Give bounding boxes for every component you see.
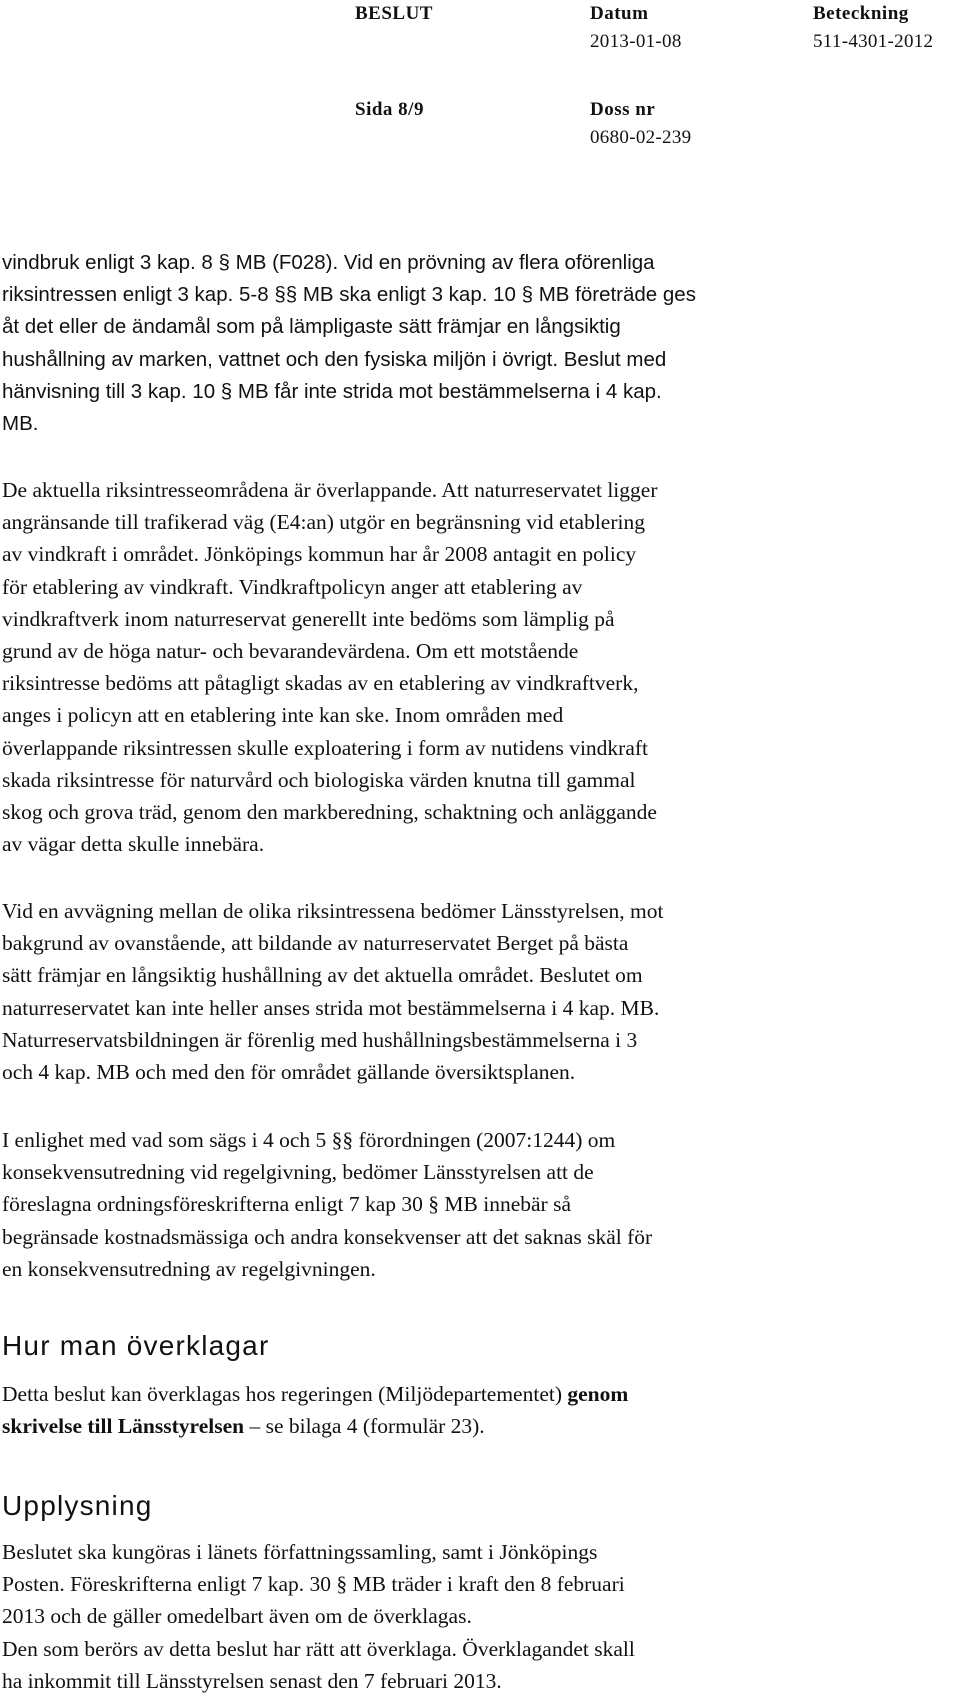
text-line: vindbruk enligt 3 kap. 8 § MB (F028). Vid en prövning av flera oförenliga — [2, 251, 655, 274]
text-line: åt det eller de ändamål som på lämpligaste sätt främjar en långsiktig — [2, 315, 621, 339]
text-line: naturreservatet kan inte heller anses strida mot bestämmelserna i 4 kap. MB. — [2, 995, 660, 1020]
header-beslut — [355, 0, 433, 28]
text-line: MB. — [2, 412, 39, 436]
text-line: 2013 och de gäller omedelbart även om de överklagas. — [2, 1604, 472, 1629]
datum-value: 2013-01-08 — [590, 31, 682, 52]
text-line: I enlighet med vad som sägs i 4 och 5 §§ förordningen (2007:1244) om — [2, 1128, 616, 1152]
text-line: för etablering av vindkraft. Vindkraftpolicyn anger att etablering av — [2, 574, 583, 599]
text-line: angränsande till trafikerad väg (E4:an) utgör en begränsning vid etablering — [2, 510, 645, 535]
text-line: Den som berörs av detta beslut har rätt att överklaga. Överklagandet skall — [2, 1637, 635, 1661]
paragraph-avvagning — [2, 895, 952, 1088]
text-line: skada riksintresse för naturvård och biologiska värden knutna till gammal — [2, 767, 636, 792]
datum-label: Datum — [590, 3, 649, 24]
text-run: Detta beslut kan överklagas hos regeringen (Miljödepartementet) — [2, 1382, 568, 1406]
text-line: Posten. Föreskrifterna enligt 7 kap. 30 § MB träder i kraft den 8 februari — [2, 1572, 625, 1597]
text-line: vindkraftverk inom naturreservat generellt inte bedöms som lämplig på — [2, 606, 615, 631]
header-sida — [355, 96, 424, 124]
beslut-label: BESLUT — [355, 3, 433, 24]
text-line — [2, 1410, 952, 1442]
text-line: en konsekvensutredning av regelgivningen. — [2, 1256, 376, 1281]
bold-text: genom — [567, 1382, 629, 1406]
text-line: Beslutet ska kungöras i länets författningssamling, samt i Jönköpings — [2, 1540, 598, 1564]
header-beteckning — [813, 0, 933, 56]
paragraph-overklagande — [2, 1378, 952, 1442]
heading-hur-man-overklagar: Hur man överklagar — [2, 1330, 270, 1361]
beteckning-label: Beteckning — [813, 3, 909, 24]
text-line: skog och grova träd, genom den markberedning, schaktning och anläggande — [2, 800, 657, 825]
doss-label: Doss nr — [590, 99, 656, 120]
text-line: konsekvensutredning vid regelgivning, bedömer Länsstyrelsen att de — [2, 1160, 594, 1185]
header-datum — [590, 0, 682, 56]
text-line: och 4 kap. MB och med den för området gällande översiktsplanen. — [2, 1060, 576, 1085]
text-line: De aktuella riksintresseområdena är överlappande. Att naturreservatet ligger — [2, 478, 658, 502]
text-run: – se bilaga 4 (formulär 23). — [244, 1414, 485, 1439]
paragraph-riksintressen — [2, 247, 952, 440]
bold-text: skrivelse till Länsstyrelsen — [2, 1414, 245, 1439]
text-line: Naturreservatsbildningen är förenlig med hushållningsbestämmelserna i 3 — [2, 1027, 638, 1052]
text-line: Vid en avvägning mellan de olika riksintressena bedömer Länsstyrelsen, mot — [2, 899, 664, 923]
header-doss — [590, 96, 691, 152]
text-line: bakgrund av ovanstående, att bildande av naturreservatet Berget på bästa — [2, 931, 629, 956]
heading-upplysning: Upplysning — [2, 1490, 153, 1521]
paragraph-konsekvensutredning — [2, 1124, 952, 1285]
text-line: riksintresse bedöms att påtagligt skadas av en etablering av vindkraftverk, — [2, 671, 639, 696]
page-number: Sida 8/9 — [355, 99, 424, 120]
text-line: hushållning av marken, vattnet och den fysiska miljön i övrigt. Beslut med — [2, 347, 667, 371]
text-line: grund av de höga natur- och bevarandevärdena. Om ett motstående — [2, 639, 579, 664]
beteckning-value: 511-4301-2012 — [813, 31, 934, 52]
paragraph-ratt-att-overklaga — [2, 1633, 952, 1697]
text-line: föreslagna ordningsföreskrifterna enligt 7 kap 30 § MB innebär så — [2, 1192, 571, 1217]
paragraph-overlappande — [2, 474, 952, 860]
paragraph-kungorelse — [2, 1536, 952, 1633]
text-line: av vindkraft i området. Jönköpings kommun har år 2008 antagit en policy — [2, 542, 637, 567]
text-line: hänvisning till 3 kap. 10 § MB får inte strida mot bestämmelserna i 4 kap. — [2, 379, 662, 403]
text-line — [2, 1378, 952, 1410]
text-line: överlappande riksintressen skulle exploatering i form av nutidens vindkraft — [2, 735, 649, 760]
text-line: begränsade kostnadsmässiga och andra konsekvenser att det saknas skäl för — [2, 1224, 653, 1249]
text-line: anges i policyn att en etablering inte kan ske. Inom områden med — [2, 703, 564, 728]
text-line: riksintressen enligt 3 kap. 5-8 §§ MB ska enligt 3 kap. 10 § MB företräde ges — [2, 283, 696, 307]
text-line: ha inkommit till Länsstyrelsen senast den 7 februari 2013. — [2, 1669, 502, 1694]
text-line: sätt främjar en långsiktig hushållning av det aktuella området. Beslutet om — [2, 963, 643, 988]
text-line: av vägar detta skulle innebära. — [2, 832, 265, 857]
doss-value: 0680-02-239 — [590, 127, 692, 148]
